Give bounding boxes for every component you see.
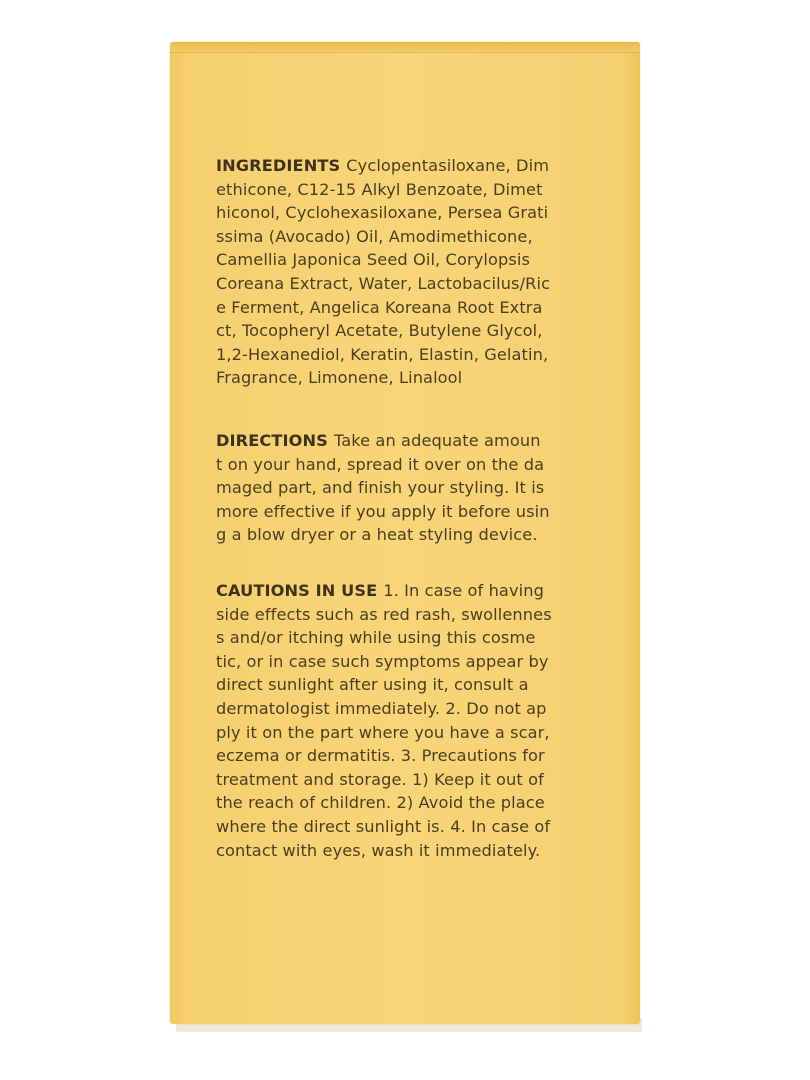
ingredients-line: e Ferment, Angelica Koreana Root Extra xyxy=(216,297,543,317)
cautions-section xyxy=(216,579,600,862)
directions-section xyxy=(216,429,600,547)
directions-line: more effective if you apply it before usin xyxy=(216,501,550,521)
cautions-line: ply it on the part where you have a scar, xyxy=(216,722,550,742)
directions-heading: DIRECTIONS xyxy=(216,431,328,450)
cautions-line: treatment and storage. 1) Keep it out of xyxy=(216,769,544,789)
ingredients-line: Fragrance, Limonene, Linalool xyxy=(216,368,463,388)
cautions-line: where the direct sunlight is. 4. In case of xyxy=(216,816,551,836)
cautions-line: the reach of children. 2) Avoid the place xyxy=(216,793,545,813)
ingredients-line: 1,2-Hexanediol, Keratin, Elastin, Gelatin, xyxy=(216,344,549,364)
cautions-line: side effects such as red rash, swollennes xyxy=(216,604,552,624)
ingredients-line: ct, Tocopheryl Acetate, Butylene Glycol, xyxy=(216,321,543,341)
ingredients-line: hiconol, Cyclohexasiloxane, Persea Grati xyxy=(216,203,549,223)
cautions-line: contact with eyes, wash it immediately. xyxy=(216,840,541,860)
directions-line: t on your hand, spread it over on the da xyxy=(216,454,545,474)
cautions-line: s and/or itching while using this cosme xyxy=(216,628,536,648)
box-fold-line xyxy=(170,52,640,53)
directions-text: Take an adequate amoun xyxy=(333,431,541,450)
directions-line: g a blow dryer or a heat styling device. xyxy=(216,525,538,545)
cautions-text: 1. In case of having xyxy=(383,581,544,600)
ingredients-text: Cyclopentasiloxane, Dim xyxy=(346,156,550,175)
cautions-line: direct sunlight after using it, consult a xyxy=(216,675,529,695)
ingredients-line: Camellia Japonica Seed Oil, Corylopsis xyxy=(216,250,531,270)
cautions-heading: CAUTIONS IN USE xyxy=(216,581,378,600)
cautions-line: dermatologist immediately. 2. Do not ap xyxy=(216,698,547,718)
directions-line xyxy=(216,429,600,453)
ingredients-line: Coreana Extract, Water, Lactobacilus/Ric xyxy=(216,273,551,293)
directions-line: maged part, and finish your styling. It is xyxy=(216,478,545,498)
cautions-line xyxy=(216,579,600,603)
ingredients-line xyxy=(216,154,600,178)
ingredients-section xyxy=(216,154,600,390)
cautions-line: eczema or dermatitis. 3. Precautions for xyxy=(216,746,545,766)
cautions-line: tic, or in case such symptoms appear by xyxy=(216,651,549,671)
box-top-flap xyxy=(170,42,640,52)
ingredients-line: ethicone, C12-15 Alkyl Benzoate, Dimet xyxy=(216,179,543,199)
product-box-back-panel xyxy=(170,42,640,1024)
ingredients-heading: INGREDIENTS xyxy=(216,156,341,175)
ingredients-line: ssima (Avocado) Oil, Amodimethicone, xyxy=(216,226,533,246)
